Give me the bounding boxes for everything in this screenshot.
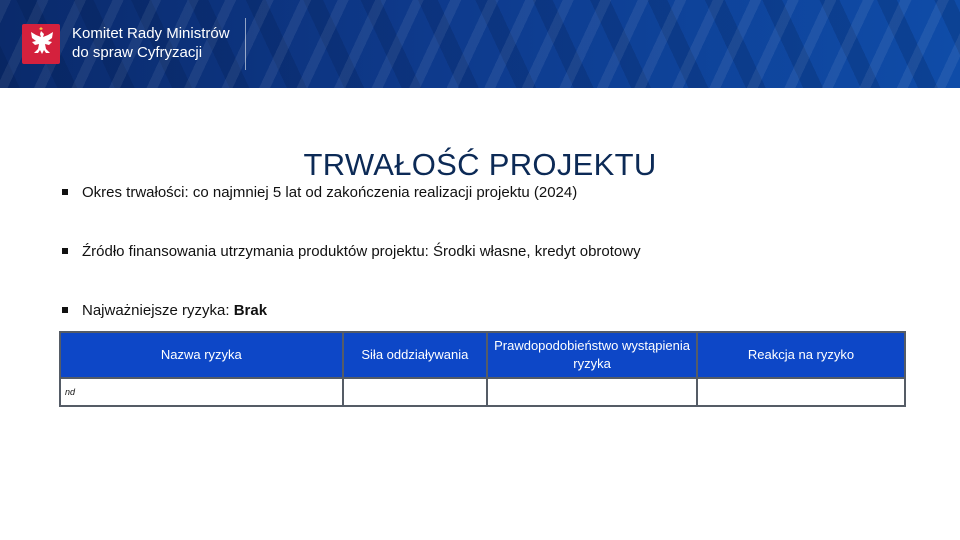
page-title: TRWAŁOŚĆ PROJEKTU <box>303 146 657 182</box>
column-header-risk-name: Nazwa ryzyka <box>60 332 343 378</box>
header-banner <box>0 0 960 88</box>
bullet-marker <box>62 189 68 195</box>
table-cell <box>487 378 697 406</box>
bullet-label: Najważniejsze ryzyka: <box>82 302 234 319</box>
column-header-response: Reakcja na ryzyko <box>697 332 905 378</box>
column-header-impact: Siła oddziaływania <box>343 332 487 378</box>
table-cell <box>343 378 487 406</box>
table-row <box>60 378 905 406</box>
table-header-row <box>60 332 905 378</box>
bullet-value: Brak <box>233 302 268 319</box>
bullet-funding-source <box>62 243 641 260</box>
polish-eagle-emblem-icon <box>22 24 60 64</box>
bullet-text: Okres trwałości: co najmniej 5 lat od zakończenia realizacji projektu (2024) <box>82 184 578 201</box>
bullet-main-risks <box>62 302 267 319</box>
risk-table <box>59 331 906 407</box>
banner-divider <box>245 18 246 70</box>
table-cell <box>697 378 905 406</box>
bullet-marker <box>62 307 68 313</box>
table-cell: nd <box>60 378 343 406</box>
column-header-probability: Prawdopodobieństwo wystąpienia ryzyka <box>487 332 697 378</box>
organization-name: Komitet Rady Ministrów do spraw Cyfryzacji <box>72 25 230 61</box>
bullet-text: Źródło finansowania utrzymania produktów projektu: Środki własne, kredyt obrotowy <box>82 243 641 260</box>
bullet-durability-period <box>62 184 577 201</box>
bullet-marker <box>62 248 68 254</box>
